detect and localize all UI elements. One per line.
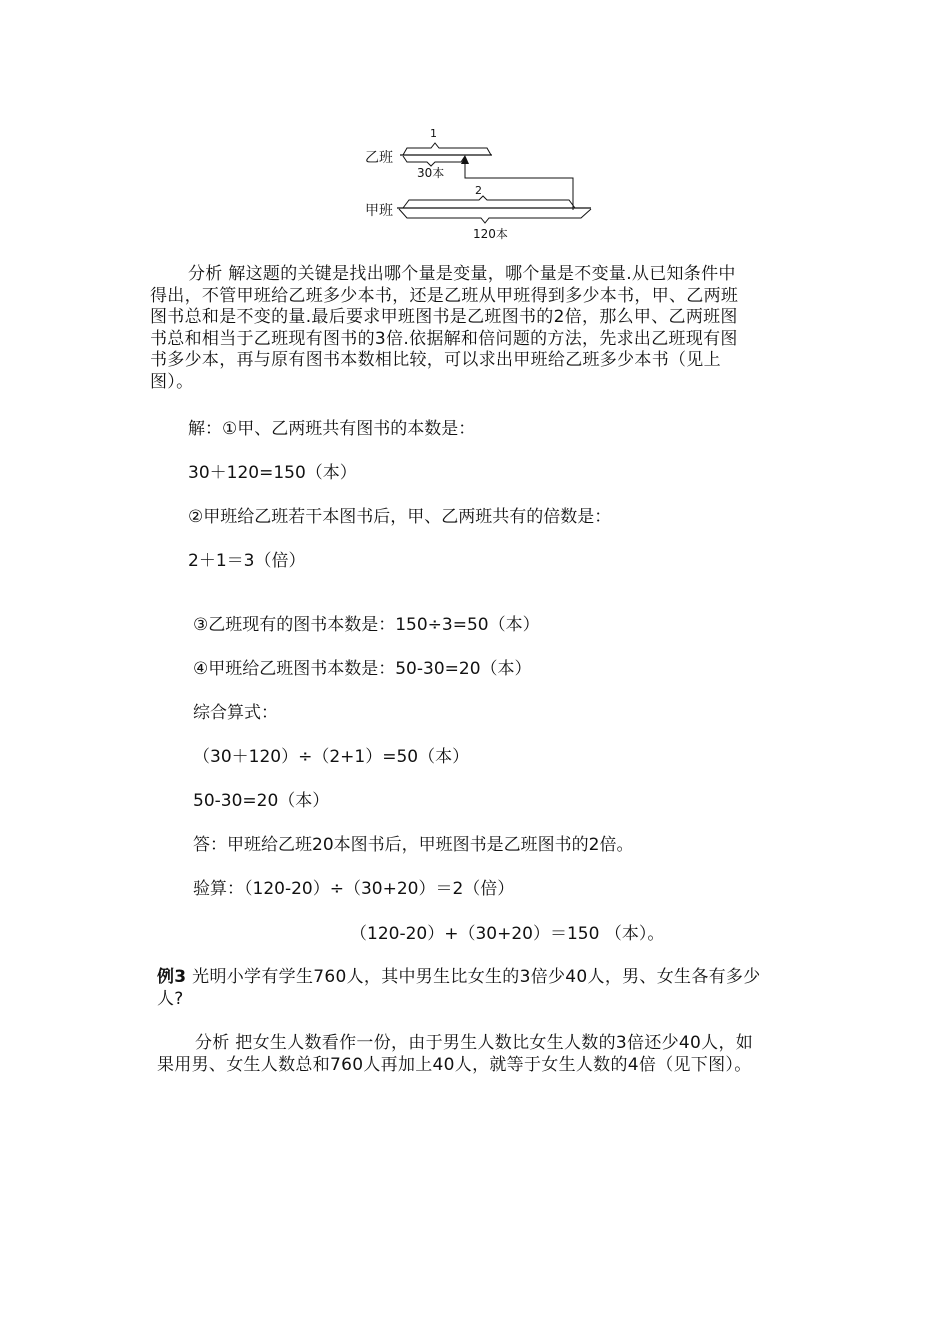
example-3-line-2: 人? <box>157 988 184 1009</box>
line-segment-diagram <box>355 120 615 245</box>
jia-top-brace <box>403 196 575 208</box>
jia-bottom-brace <box>399 209 591 223</box>
solution-step-4: ④甲班给乙班图书本数是：50-30=20（本） <box>193 659 532 679</box>
analysis-line-6: 图）。 <box>150 371 194 392</box>
solution-calc-2: 2＋1＝3（倍） <box>188 551 306 571</box>
combined-formula-2: 50-30=20（本） <box>193 791 330 811</box>
yi-bottom-brace <box>403 156 465 166</box>
check-calc-2: （120-20）+（30+20）＝150 （本）。 <box>350 924 665 944</box>
label-yi-class: 乙班 <box>365 150 393 166</box>
example-3-question-text: 光明小学有学生760人，其中男生比女生的3倍少40人，男、女生各有多少 <box>186 967 761 987</box>
mark-2: 2 <box>475 184 482 197</box>
solution-step-2: ②甲班给乙班若干本图书后，甲、乙两班共有的倍数是： <box>188 507 612 527</box>
combined-formula-1: （30＋120）÷（2+1）=50（本） <box>193 747 470 767</box>
example-3-tag: 例3 <box>157 967 187 987</box>
solution-step-3: ③乙班现有的图书本数是：150÷3=50（本） <box>193 615 540 635</box>
example-3-analysis-line-1: 分析 把女生人数看作一份，由于男生人数比女生人数的3倍还少40人，如 <box>195 1033 754 1053</box>
label-jia-class: 甲班 <box>365 203 393 219</box>
mark-1: 1 <box>430 127 437 140</box>
analysis-line-2: 得出，不管甲班给乙班多少本书，还是乙班从甲班得到多少本书，甲、乙两班 <box>150 285 739 306</box>
analysis-line-1: 分析 解这题的关键是找出哪个量是变量，哪个量是不变量.从已知条件中 <box>188 264 736 284</box>
analysis-line-3: 图书总和是不变的量.最后要求甲班图书是乙班图书的2倍，那么甲、乙两班图 <box>150 307 738 327</box>
check-calc-1: 验算：（120-20）÷（30+20）＝2（倍） <box>193 879 515 899</box>
analysis-paragraph <box>150 264 800 393</box>
analysis-line-4: 书总和相当于乙班现有图书的3倍.依据解和倍问题的方法，先求出乙班现有图 <box>150 328 738 349</box>
solution-calc-1: 30＋120=150（本） <box>188 463 357 483</box>
example-3-line-1 <box>157 967 817 989</box>
answer-text: 答：甲班给乙班20本图书后，甲班图书是乙班图书的2倍。 <box>193 835 634 855</box>
analysis-line-5: 书多少本，再与原有图书本数相比较，可以求出甲班给乙班多少本书（见上 <box>150 350 721 370</box>
example-3-question <box>157 967 817 1010</box>
combined-formula-label: 综合算式： <box>193 703 278 723</box>
solution-step-1: 解：①甲、乙两班共有图书的本数是： <box>188 419 476 439</box>
yi-books-label: 30本 <box>417 166 445 180</box>
example-3-analysis <box>157 1033 817 1076</box>
example-3-analysis-line-2: 果用男、女生人数总和760人再加上40人，就等于女生人数的4倍（见下图）。 <box>157 1054 752 1075</box>
jia-books-label: 120本 <box>473 227 508 241</box>
yi-top-brace <box>403 143 491 155</box>
